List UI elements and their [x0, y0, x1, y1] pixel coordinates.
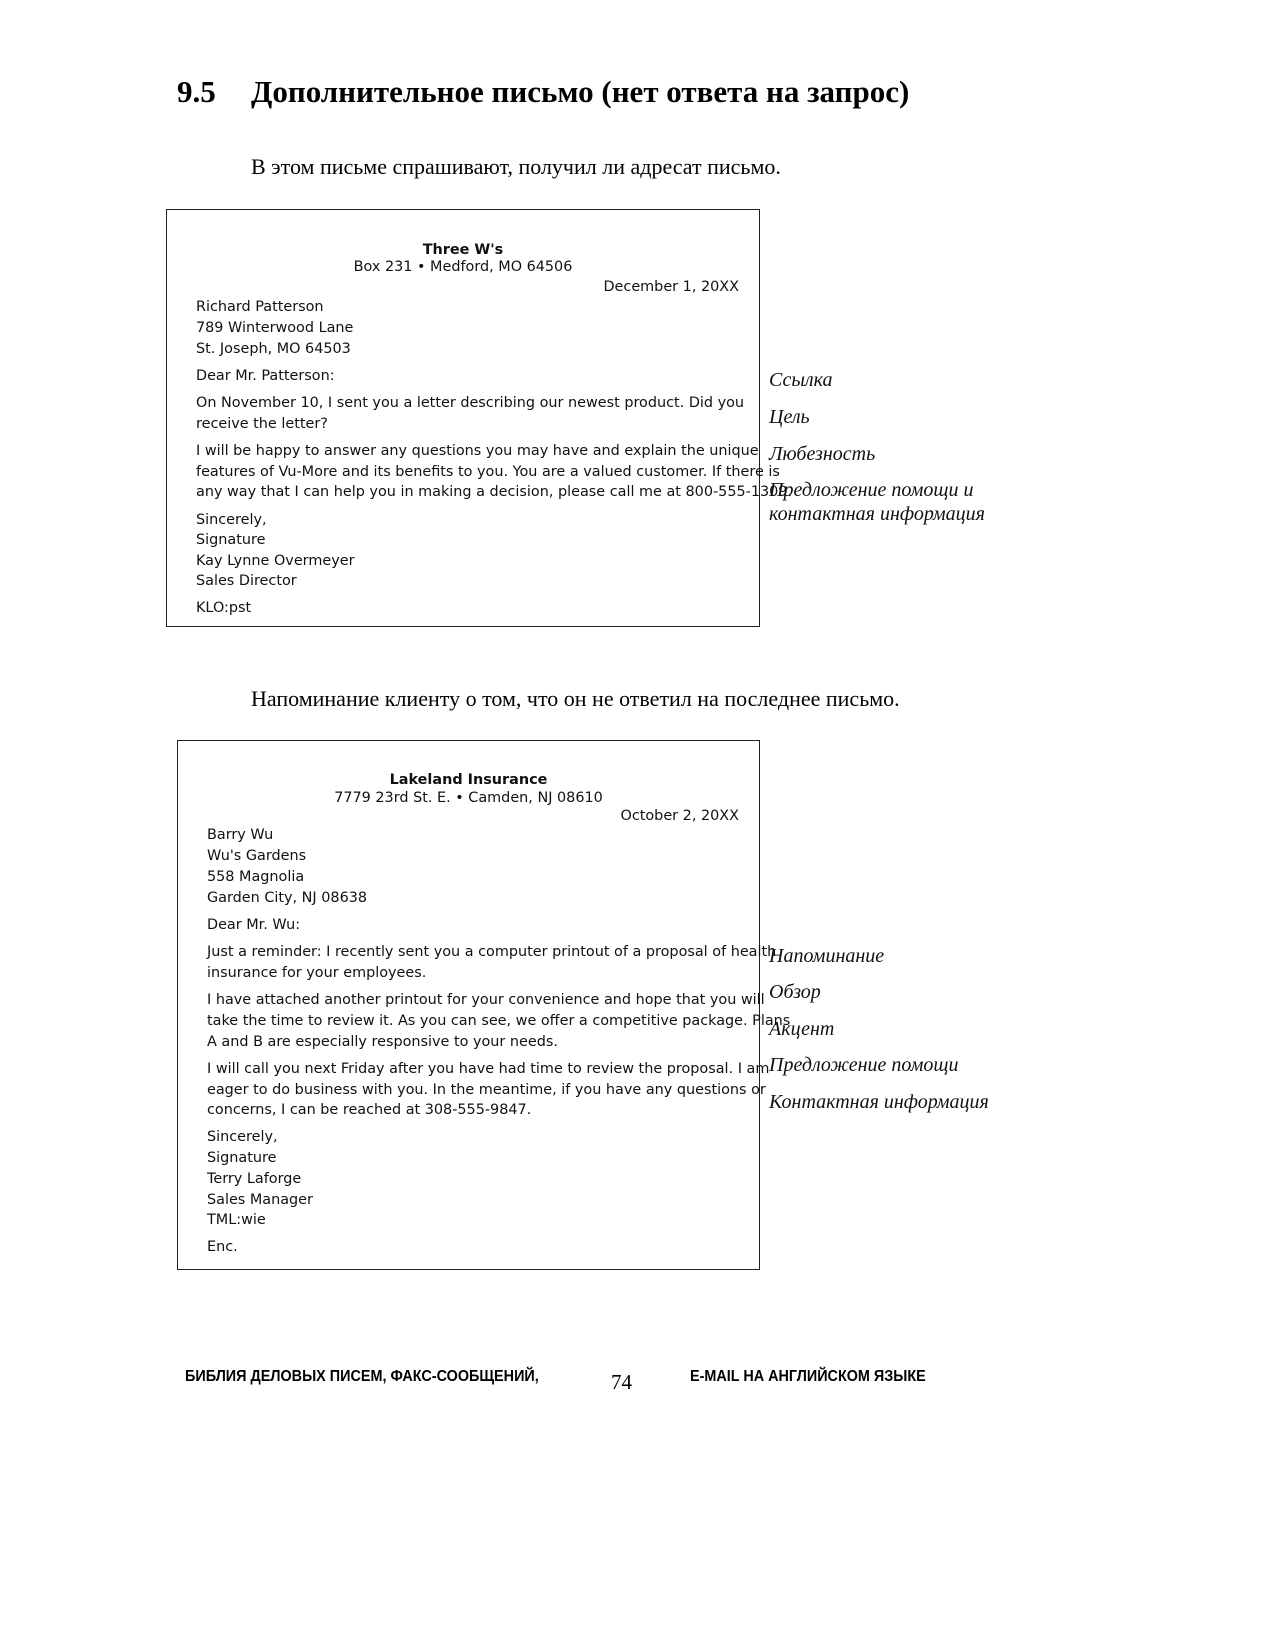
enclosure: Enc. [207, 1239, 238, 1255]
body-line: receive the letter? [196, 416, 328, 432]
margin-note: Контактная информация [769, 1091, 989, 1113]
recipient-line: 789 Winterwood Lane [196, 320, 354, 336]
margin-note: Предложение помощи [769, 1054, 959, 1076]
margin-note: Акцент [769, 1018, 835, 1040]
closing-line: Signature [207, 1150, 277, 1166]
closing-line: Sincerely, [207, 1129, 278, 1145]
body-line: I have attached another printout for your convenience and hope that you will [207, 992, 765, 1008]
recipient-line: Wu's Gardens [207, 848, 307, 864]
intro-paragraph-1: В этом письме спрашивают, получил ли адресат письмо. [251, 154, 781, 179]
closing-line: Signature [196, 532, 266, 548]
margin-note: Напоминание [769, 945, 885, 967]
intro-paragraph-2: Напоминание клиенту о том, что он не ответил на последнее письмо. [251, 686, 900, 711]
closing-line: Kay Lynne Overmeyer [196, 553, 355, 569]
recipient-line: Barry Wu [207, 827, 274, 843]
footer-book-title-left: БИБЛИЯ ДЕЛОВЫХ ПИСЕМ, ФАКС-СООБЩЕНИЙ, [185, 1368, 539, 1385]
body-line: A and B are especially responsive to your needs. [207, 1034, 558, 1050]
section-heading [177, 74, 909, 110]
body-line: I will be happy to answer any questions you may have and explain the unique [196, 443, 759, 459]
letterhead-company: Lakeland Insurance [389, 772, 548, 788]
margin-note: контактная информация [769, 503, 985, 525]
sample-letter-2 [177, 740, 791, 1270]
letterhead-address: 7779 23rd St. E. • Camden, NJ 08610 [334, 790, 603, 806]
body-line: I will call you next Friday after you have had time to review the proposal. I am [207, 1061, 770, 1077]
margin-note: Цель [769, 406, 810, 428]
body-line: concerns, I can be reached at 308-555-9847. [207, 1102, 532, 1118]
section-number: 9.5 [177, 74, 216, 109]
body-line: insurance for your employees. [207, 965, 427, 981]
recipient-line: Richard Patterson [196, 299, 324, 315]
closing-line: TML:wie [207, 1212, 266, 1228]
recipient-line: 558 Magnolia [207, 869, 305, 885]
closing-line: Sincerely, [196, 512, 267, 528]
initials: KLO:pst [196, 600, 252, 616]
closing-line: Sales Director [196, 573, 297, 589]
body-line: any way that I can help you in making a decision, please call me at 800-555-1309. [196, 484, 793, 500]
body-line: Just a reminder: I recently sent you a computer printout of a proposal of health [207, 944, 777, 960]
letterhead-company: Three W's [422, 242, 504, 258]
page-number: 74 [611, 1370, 632, 1394]
salutation: Dear Mr. Wu: [207, 917, 301, 933]
footer-book-title-right: E-MAIL НА АНГЛИЙСКОМ ЯЗЫКЕ [690, 1368, 926, 1385]
letterhead-address: Box 231 • Medford, MO 64506 [353, 259, 573, 275]
margin-note: Обзор [769, 981, 821, 1003]
letter-date: October 2, 20XX [620, 808, 739, 824]
closing-line: Terry Laforge [207, 1171, 302, 1187]
body-line: eager to do business with you. In the meantime, if you have any questions or [207, 1082, 766, 1098]
closing-line: Sales Manager [207, 1192, 313, 1208]
margin-note: Любезность [769, 443, 876, 465]
body-line: features of Vu-More and its benefits to you. You are a valued customer. If there is [196, 464, 780, 480]
margin-note: Предложение помощи и [769, 479, 974, 501]
body-line: take the time to review it. As you can see, we offer a competitive package. Plans [207, 1013, 791, 1029]
recipient-line: Garden City, NJ 08638 [207, 890, 368, 906]
recipient-line: St. Joseph, MO 64503 [196, 341, 351, 357]
salutation: Dear Mr. Patterson: [196, 368, 335, 384]
margin-note: Ссылка [769, 369, 833, 391]
letter-date: December 1, 20XX [603, 279, 739, 295]
section-title: Дополнительное письмо (нет ответа на запрос) [251, 74, 910, 109]
body-line: On November 10, I sent you a letter describing our newest product. Did you [196, 395, 745, 411]
